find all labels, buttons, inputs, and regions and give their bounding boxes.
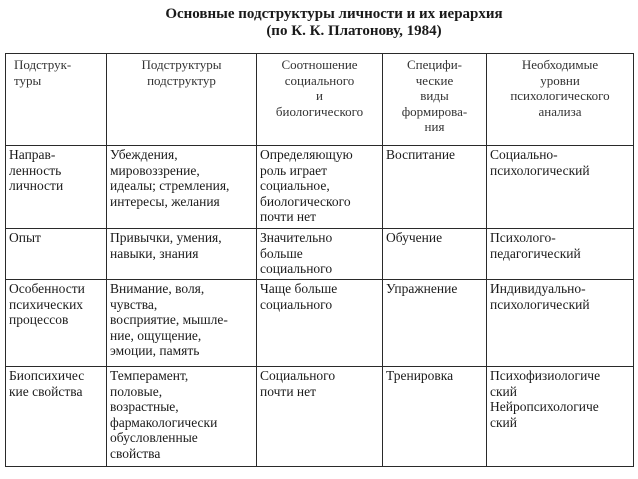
cell-text-line: процессов	[9, 312, 69, 327]
table-cell	[487, 146, 634, 229]
cell-text-line: формирова-	[401, 103, 468, 119]
table-cell	[107, 146, 257, 229]
table-cell	[487, 367, 634, 467]
cell-text-line: психологический	[490, 162, 590, 178]
cell-text-line: ния	[424, 119, 445, 134]
table-cell	[383, 280, 487, 367]
title-line-2: (по К. К. Платонову, 1984)	[266, 23, 442, 39]
table-cell	[107, 229, 257, 280]
cell-text-line: ленность	[9, 162, 62, 178]
cell-text-line: роль играет	[260, 162, 327, 178]
cell-text-line: Тренировка	[386, 368, 454, 383]
header-cell	[107, 54, 257, 146]
table-cell	[257, 280, 383, 367]
table-cell	[6, 229, 107, 280]
cell-text-line: социального	[260, 296, 333, 312]
table-cell	[257, 229, 383, 280]
header-cell	[6, 54, 107, 146]
cell-text-line: Психолого-	[490, 230, 556, 245]
table-row	[6, 146, 634, 229]
table-row	[6, 229, 634, 280]
cell-text-line: ние, ощущение,	[110, 327, 202, 343]
cell-text-line: социальное,	[260, 178, 330, 193]
cell-text-line: личности	[9, 178, 64, 193]
cell-text-line: социального	[260, 261, 333, 276]
cell-text-line: Социально-	[490, 147, 558, 162]
cell-text-line: Чаще больше	[260, 281, 338, 296]
substructures-table	[5, 53, 634, 467]
header-cell	[487, 54, 634, 146]
cell-text-line: Подструк-	[14, 57, 72, 72]
cell-text-line: почти нет	[260, 383, 317, 399]
cell-text-line: психологический	[490, 296, 590, 312]
cell-text-line: эмоции, память	[110, 343, 200, 358]
cell-text-line: Убеждения,	[110, 147, 178, 162]
table-cell	[6, 367, 107, 467]
cell-text-line: ческие	[415, 72, 454, 88]
table-cell	[257, 146, 383, 229]
cell-text-line: восприятие, мышле-	[110, 312, 228, 327]
table-cell	[6, 280, 107, 367]
cell-text-line: интересы, желания	[110, 193, 220, 209]
cell-text-line: Специфи-	[406, 57, 463, 72]
cell-text-line: кие свойства	[9, 383, 83, 399]
cell-text-line: почти нет	[260, 209, 317, 224]
cell-text-line: педагогический	[490, 245, 581, 261]
table-cell	[487, 229, 634, 280]
cell-text-line: Особенности	[9, 281, 85, 296]
cell-text-line: Определяющую	[260, 147, 353, 162]
cell-text-line: Психофизиологиче	[490, 368, 601, 383]
cell-text-line: психологического	[510, 88, 610, 103]
table-row	[6, 367, 634, 467]
cell-text-line: фармакологически	[110, 414, 218, 430]
cell-text-line: уровни	[540, 72, 580, 88]
cell-text-line: половые,	[110, 383, 163, 399]
cell-text-line: Необходимые	[521, 57, 599, 72]
title-line-1: Основные подструктуры личности и их иерархия	[165, 6, 503, 22]
cell-text-line: и	[316, 88, 323, 103]
header-cell	[383, 54, 487, 146]
cell-text-line: мировоззрение,	[110, 162, 200, 178]
table-cell	[107, 367, 257, 467]
cell-text-line: Соотношение	[281, 57, 358, 72]
cell-text-line: туры	[14, 72, 42, 88]
header-cell	[257, 54, 383, 146]
cell-text-line: подструктур	[147, 72, 216, 88]
table-cell	[487, 280, 634, 367]
cell-text-line: Значительно	[260, 230, 333, 245]
cell-text-line: социального	[284, 72, 355, 88]
cell-text-line: Привычки, умения,	[110, 230, 222, 245]
table-header-row	[6, 54, 634, 146]
cell-text-line: Обучение	[386, 230, 443, 245]
cell-text-line: чувства,	[110, 296, 158, 312]
cell-text-line: больше	[260, 245, 303, 261]
table-cell	[383, 229, 487, 280]
document-title	[0, 6, 638, 40]
cell-text-line: ский	[490, 414, 517, 430]
table-cell	[383, 146, 487, 229]
cell-text-line: Биопсихичес	[9, 368, 85, 383]
table-cell	[257, 367, 383, 467]
table-cell	[383, 367, 487, 467]
cell-text-line: анализа	[538, 103, 582, 119]
table-row	[6, 280, 634, 367]
cell-text-line: Опыт	[9, 230, 41, 245]
cell-text-line: обусловленные	[110, 430, 198, 445]
cell-text-line: биологического	[260, 193, 351, 209]
cell-text-line: свойства	[110, 445, 161, 461]
cell-text-line: Воспитание	[386, 147, 456, 162]
cell-text-line: психических	[9, 296, 84, 312]
cell-text-line: Темперамент,	[110, 368, 189, 383]
cell-text-line: идеалы; стремления,	[110, 178, 230, 193]
cell-text-line: Индивидуально-	[490, 281, 586, 296]
cell-text-line: виды	[420, 88, 449, 103]
cell-text-line: Внимание, воля,	[110, 281, 205, 296]
cell-text-line: ский	[490, 383, 517, 399]
table-cell	[107, 280, 257, 367]
cell-text-line: биологического	[275, 103, 364, 119]
cell-text-line: Подструктуры	[141, 57, 222, 72]
cell-text-line: Направ-	[9, 147, 56, 162]
cell-text-line: навыки, знания	[110, 245, 199, 261]
cell-text-line: возрастные,	[110, 399, 179, 414]
table-cell	[6, 146, 107, 229]
cell-text-line: Социального	[260, 368, 336, 383]
cell-text-line: Упражнение	[386, 281, 458, 296]
cell-text-line: Нейропсихологиче	[490, 399, 599, 414]
